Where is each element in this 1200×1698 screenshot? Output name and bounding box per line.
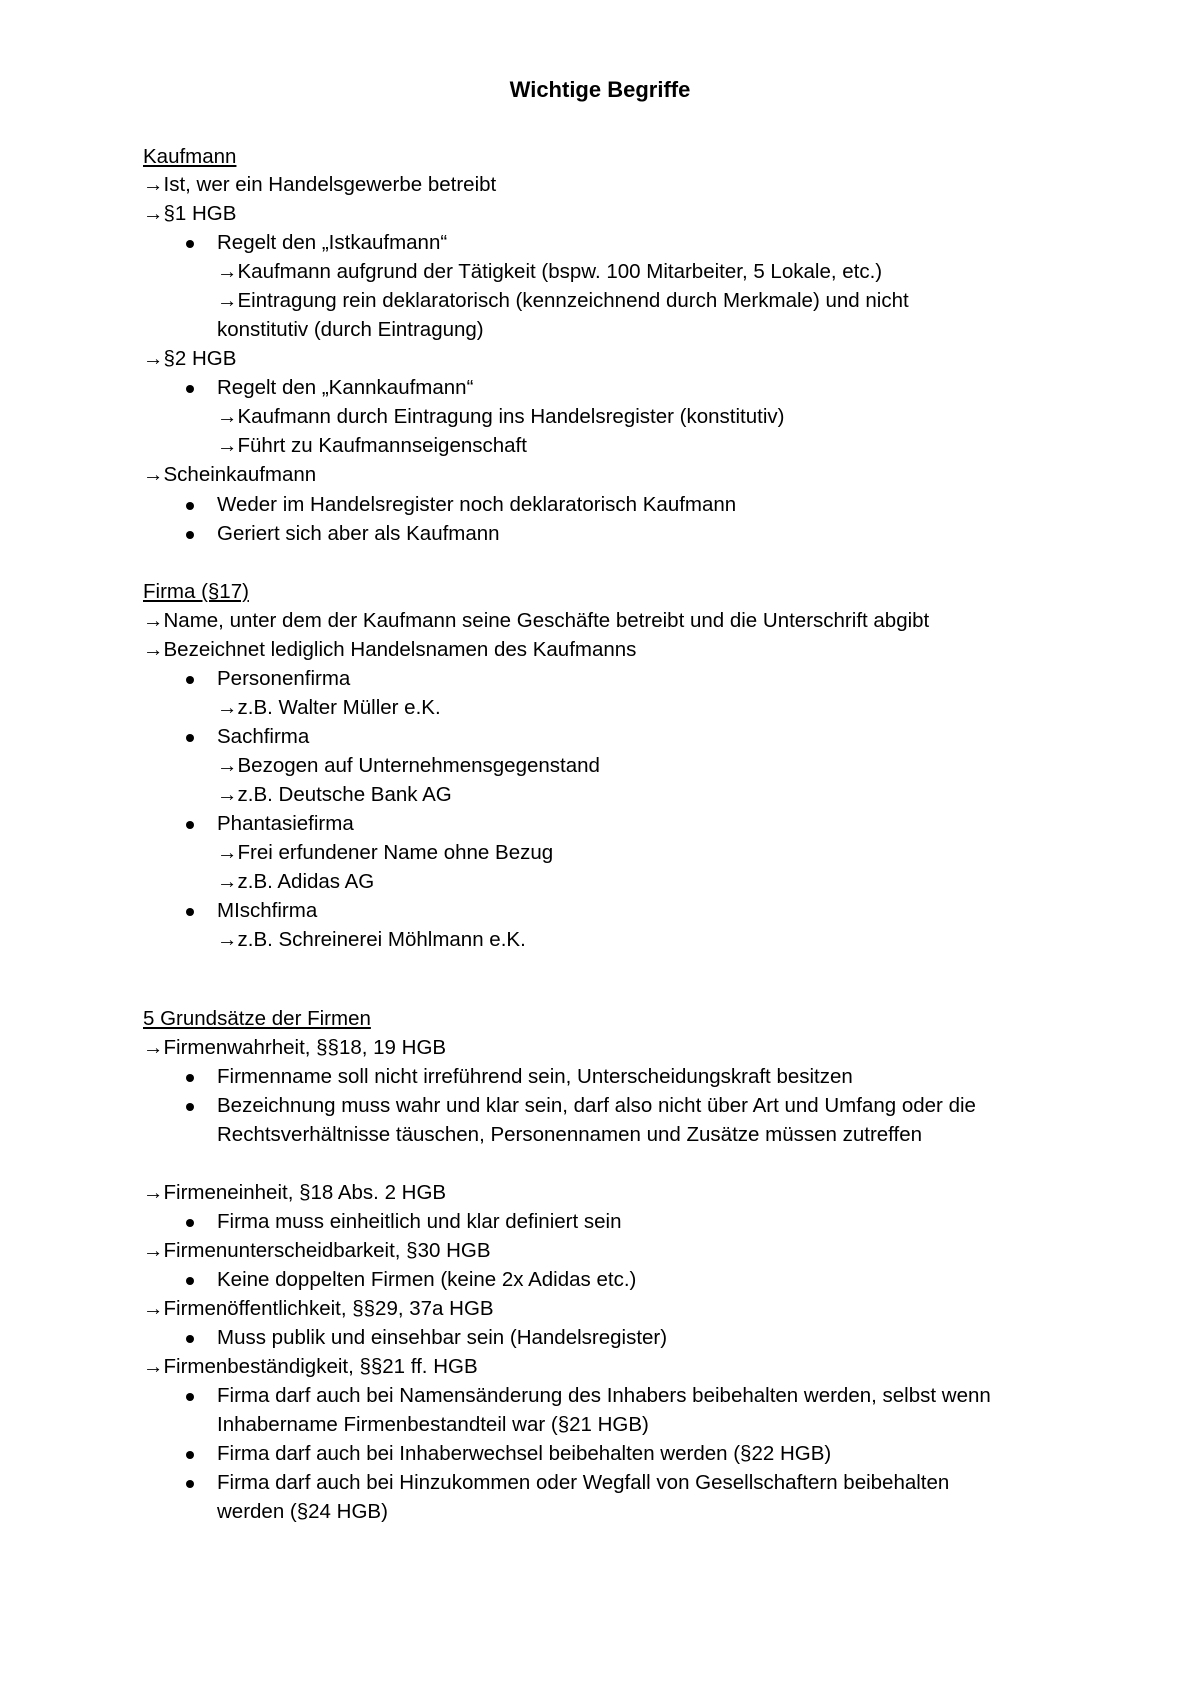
bullet-text: Firma muss einheitlich und klar definiert sein: [217, 1210, 622, 1233]
bullet-icon: [186, 734, 194, 742]
arrow-line: [143, 1035, 446, 1061]
arrow-icon: →: [217, 928, 238, 951]
arrow-icon: →: [143, 1297, 164, 1320]
line-text: Rechtsverhältnisse täuschen, Personennamen und Zusätze müssen zutreffen: [217, 1123, 922, 1146]
line-text: §1 HGB: [163, 202, 237, 225]
arrow-line: [143, 1296, 494, 1322]
line-text: §2 HGB: [163, 347, 237, 370]
line-text: z.B. Adidas AG: [237, 870, 375, 893]
arrow-icon: →: [217, 870, 238, 893]
bullet-icon: [186, 531, 194, 539]
arrow-line: [217, 433, 527, 459]
arrow-icon: →: [143, 347, 164, 370]
arrow-line: [143, 201, 236, 227]
arrow-icon: →: [217, 696, 238, 719]
line-text: Kaufmann aufgrund der Tätigkeit (bspw. 100 Mitarbeiter, 5 Lokale, etc.): [237, 260, 883, 283]
bullet-icon: [186, 1451, 194, 1459]
arrow-icon: →: [143, 202, 164, 225]
bullet-text: MIschfirma: [217, 899, 318, 922]
line-text: Bezeichnet lediglich Handelsnamen des Kaufmanns: [163, 638, 637, 661]
arrow-line: [217, 753, 600, 779]
arrow-line: [143, 1354, 478, 1380]
arrow-line: [143, 172, 496, 198]
bullet-icon: [186, 676, 194, 684]
line-text: Ist, wer ein Handelsgewerbe betreibt: [163, 173, 497, 196]
arrow-icon: →: [143, 1355, 164, 1378]
bullet-text: Keine doppelten Firmen (keine 2x Adidas etc.): [217, 1268, 637, 1291]
line-text: werden (§24 HGB): [217, 1500, 388, 1523]
bullet-text: Geriert sich aber als Kaufmann: [217, 522, 500, 545]
bullet-text: Muss publik und einsehbar sein (Handelsregister): [217, 1326, 668, 1349]
arrow-icon: →: [143, 1181, 164, 1204]
arrow-line: [217, 927, 526, 953]
line-text: Kaufmann durch Eintragung ins Handelsregister (konstitutiv): [237, 405, 785, 428]
arrow-line: [143, 637, 636, 663]
bullet-icon: [186, 1074, 194, 1082]
bullet-text: Personenfirma: [217, 667, 351, 690]
line-text: Bezogen auf Unternehmensgegenstand: [237, 754, 600, 777]
line-text: z.B. Walter Müller e.K.: [237, 696, 441, 719]
arrow-line: [217, 869, 374, 895]
bullet-icon: [186, 1335, 194, 1343]
bullet-icon: [186, 502, 194, 510]
arrow-icon: →: [143, 463, 164, 486]
arrow-icon: →: [143, 638, 164, 661]
arrow-line: [143, 462, 316, 488]
bullet-text: Weder im Handelsregister noch deklaratorisch Kaufmann: [217, 493, 737, 516]
line-text: z.B. Schreinerei Möhlmann e.K.: [237, 928, 526, 951]
line-text: Firmenunterscheidbarkeit, §30 HGB: [163, 1239, 491, 1262]
line-text: Inhabername Firmenbestandteil war (§21 HGB): [217, 1413, 649, 1436]
arrow-line: [217, 259, 882, 285]
arrow-line: [143, 1238, 491, 1264]
arrow-icon: →: [217, 783, 238, 806]
bullet-icon: [186, 1480, 194, 1488]
line-text: Firmeneinheit, §18 Abs. 2 HGB: [163, 1181, 447, 1204]
arrow-icon: →: [217, 289, 238, 312]
arrow-icon: →: [143, 173, 164, 196]
bullet-icon: [186, 1219, 194, 1227]
bullet-icon: [186, 240, 194, 248]
section-heading-firma: Firma (§17): [143, 580, 249, 603]
arrow-line: [217, 840, 553, 866]
line-text: Scheinkaufmann: [163, 463, 317, 486]
line-text: Firmenwahrheit, §§18, 19 HGB: [163, 1036, 447, 1059]
line-text: Eintragung rein deklaratorisch (kennzeichnend durch Merkmale) und nicht: [237, 289, 909, 312]
bullet-text: Regelt den „Istkaufmann“: [217, 231, 448, 254]
line-text: Frei erfundener Name ohne Bezug: [237, 841, 554, 864]
bullet-text: Firma darf auch bei Hinzukommen oder Wegfall von Gesellschaftern beibehalten: [217, 1471, 950, 1494]
arrow-icon: →: [217, 260, 238, 283]
line-text: Name, unter dem der Kaufmann seine Geschäfte betreibt und die Unterschrift abgibt: [163, 609, 930, 632]
bullet-text: Regelt den „Kannkaufmann“: [217, 376, 474, 399]
arrow-line: [217, 288, 909, 314]
arrow-line: [217, 782, 452, 808]
arrow-icon: →: [217, 841, 238, 864]
line-text: Firmenöffentlichkeit, §§29, 37a HGB: [163, 1297, 494, 1320]
arrow-line: [217, 404, 784, 430]
arrow-icon: →: [143, 1036, 164, 1059]
bullet-icon: [186, 908, 194, 916]
section-heading-grundsaetze: 5 Grundsätze der Firmen: [143, 1007, 371, 1030]
section-heading-kaufmann: Kaufmann: [143, 145, 237, 168]
arrow-line: [143, 608, 929, 634]
arrow-icon: →: [217, 434, 238, 457]
bullet-icon: [186, 1393, 194, 1401]
arrow-line: [143, 1180, 446, 1206]
arrow-icon: →: [217, 754, 238, 777]
arrow-line: [143, 346, 236, 372]
bullet-icon: [186, 385, 194, 393]
bullet-icon: [186, 821, 194, 829]
line-text: Führt zu Kaufmannseigenschaft: [237, 434, 527, 457]
arrow-icon: →: [217, 405, 238, 428]
arrow-line: [217, 695, 441, 721]
bullet-text: Firma darf auch bei Inhaberwechsel beibehalten werden (§22 HGB): [217, 1442, 832, 1465]
page-title: Wichtige Begriffe: [509, 77, 691, 102]
arrow-icon: →: [143, 1239, 164, 1262]
line-text: Firmenbeständigkeit, §§21 ff. HGB: [163, 1355, 478, 1378]
bullet-icon: [186, 1103, 194, 1111]
line-text: konstitutiv (durch Eintragung): [217, 318, 484, 341]
bullet-text: Firmenname soll nicht irreführend sein, Unterscheidungskraft besitzen: [217, 1065, 853, 1088]
bullet-icon: [186, 1277, 194, 1285]
arrow-icon: →: [143, 609, 164, 632]
bullet-text: Bezeichnung muss wahr und klar sein, darf also nicht über Art und Umfang oder die: [217, 1094, 976, 1117]
bullet-text: Phantasiefirma: [217, 812, 354, 835]
line-text: z.B. Deutsche Bank AG: [237, 783, 452, 806]
bullet-text: Sachfirma: [217, 725, 310, 748]
bullet-text: Firma darf auch bei Namensänderung des Inhabers beibehalten werden, selbst wenn: [217, 1384, 991, 1407]
